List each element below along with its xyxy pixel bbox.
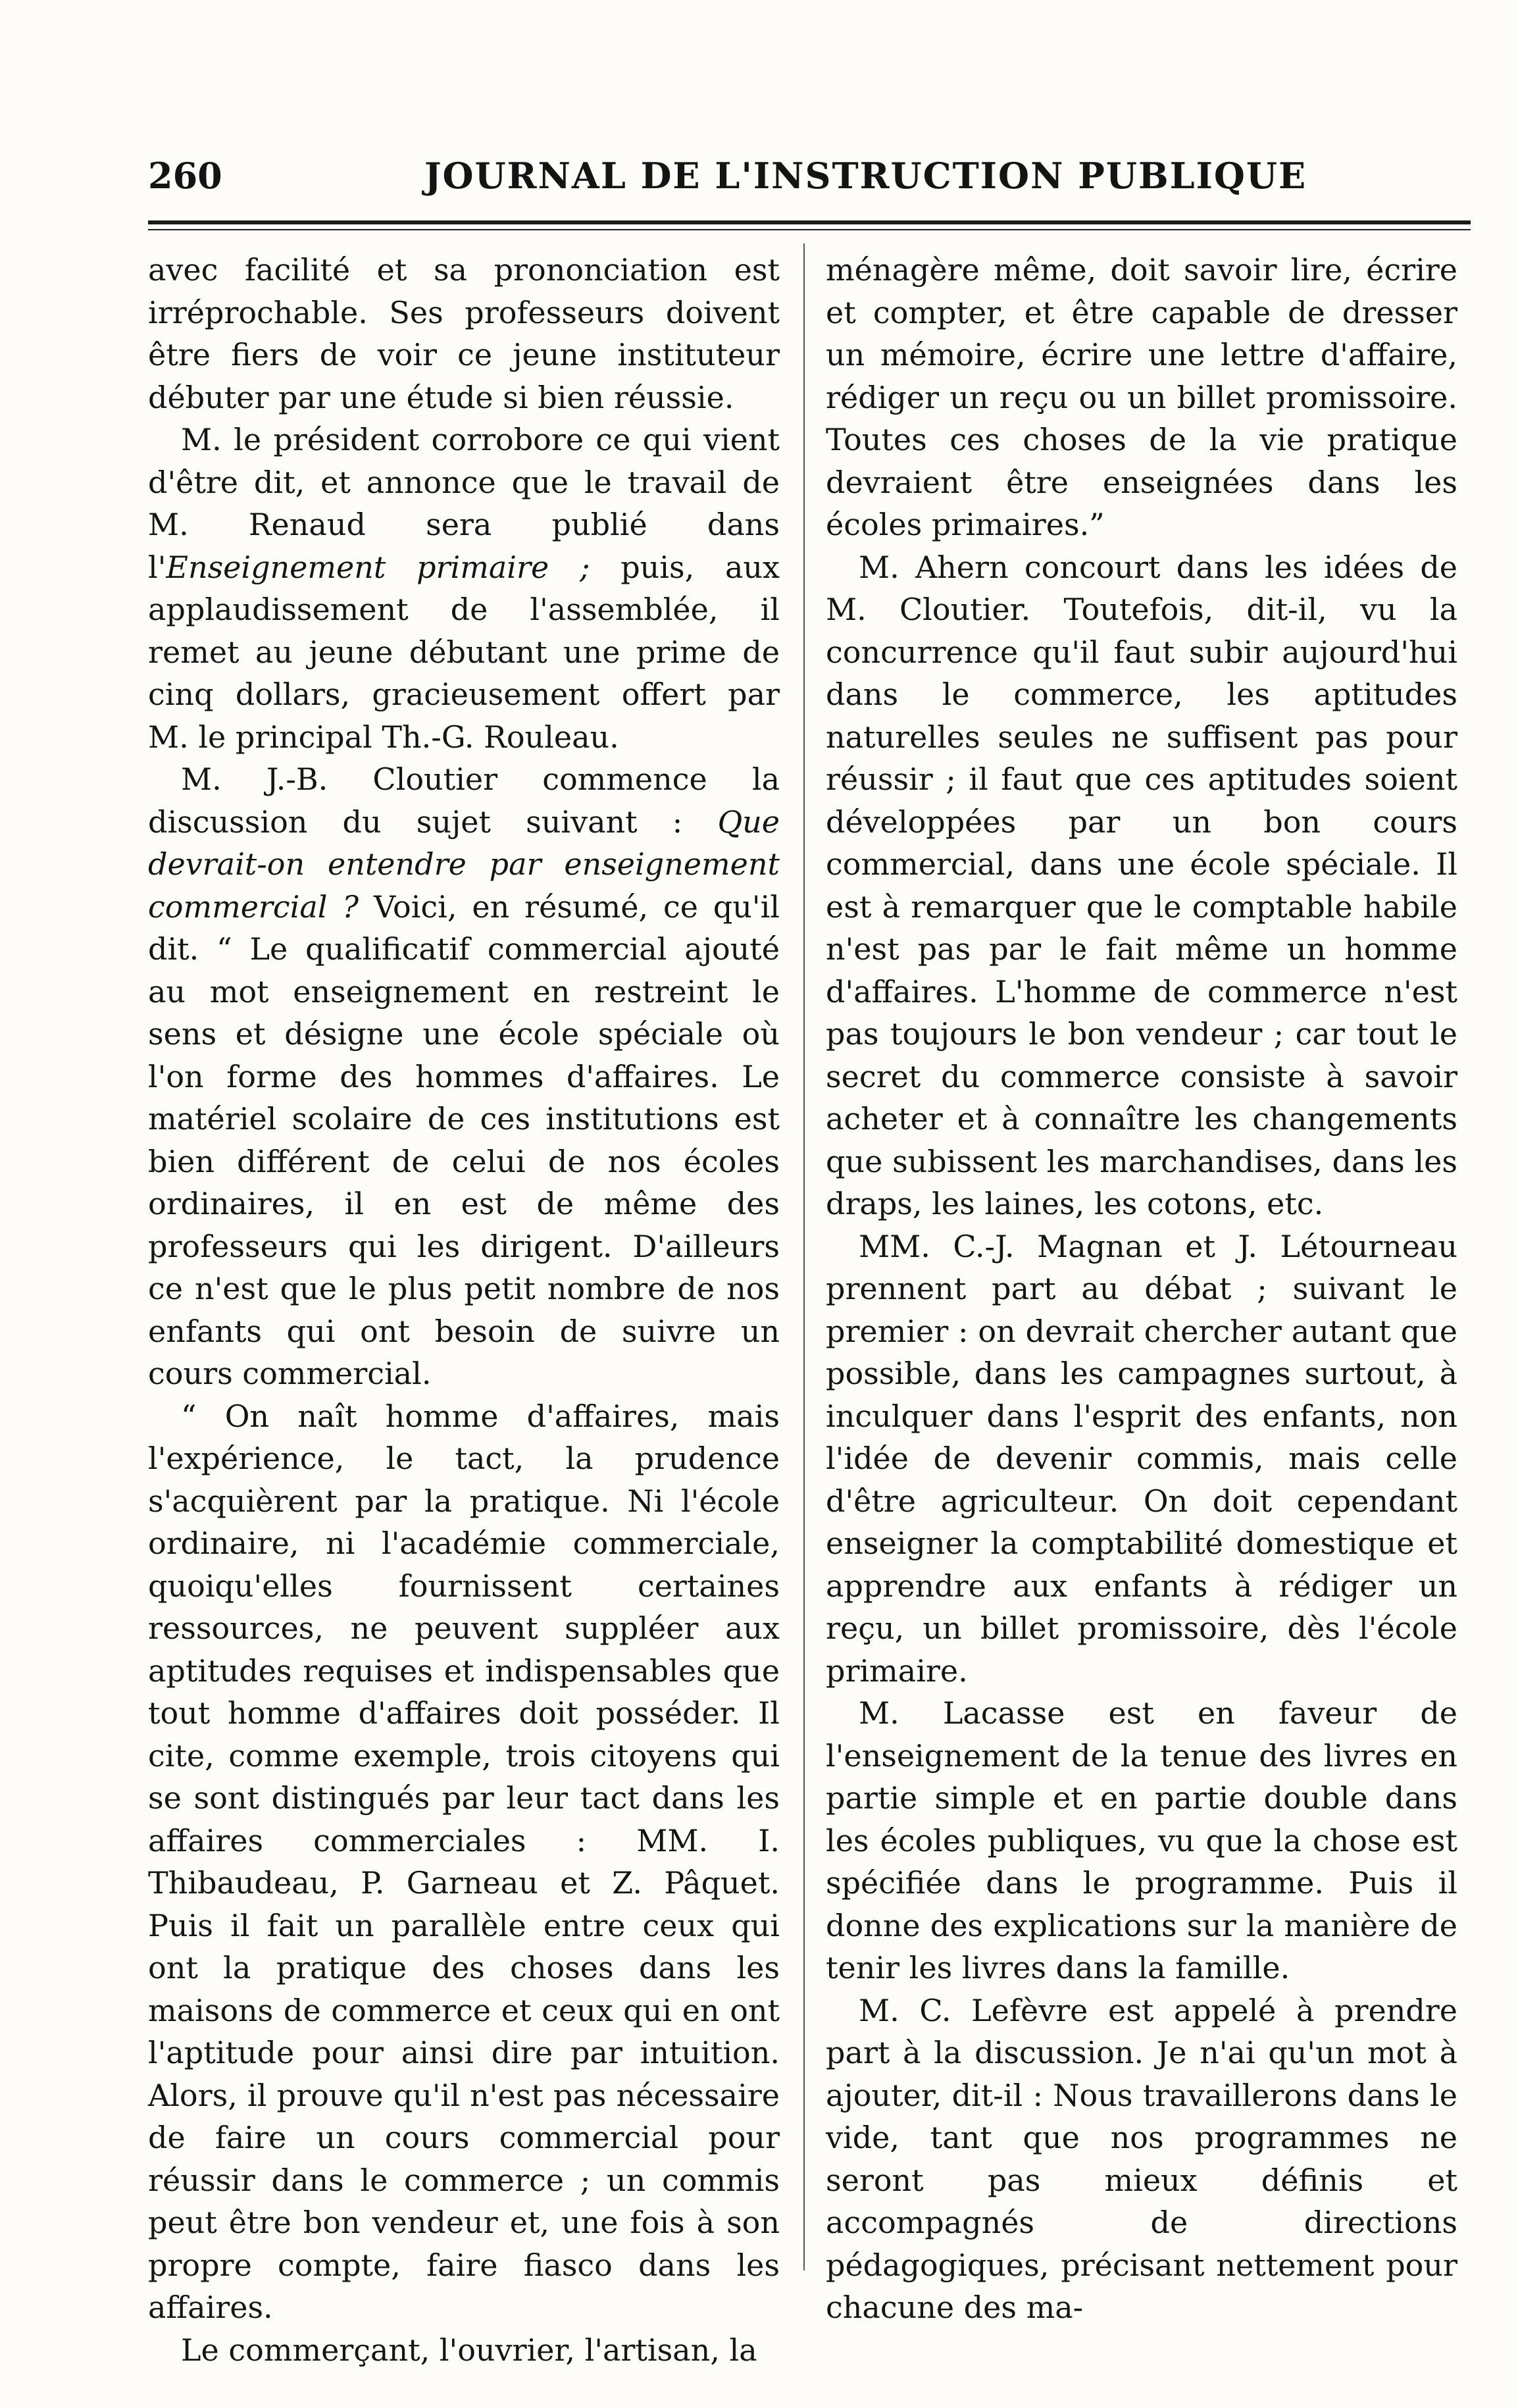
right-column — [826, 249, 1457, 2329]
paragraph-text: avec facilité et sa prononciation est irréprochable. Ses professeurs doivent être fiers de voir ce jeune instituteur débuter par une étude si bien réussie. — [148, 252, 780, 415]
paragraph-text: ménagère même, doit savoir lire, écrire et compter, et être capable de dresser un mémoire, écrire une lettre d'affaire, rédiger un reçu ou un billet promissoire. Toutes ces choses de la vie pratique devraient être enseignées dans les écoles primaires.” — [826, 252, 1457, 542]
paragraph — [826, 1989, 1457, 2329]
paragraph — [148, 249, 780, 419]
paragraph-text: M. J.-B. Cloutier commence la discussion du sujet suivant : — [148, 761, 780, 840]
paragraph-text: M. C. Lefèvre est appelé à prendre part à la discussion. Je n'ai qu'un mot à ajouter, dit-il : Nous travaillerons dans le vide, tant que nos programmes ne seront pas mieux définis et accompagnés de directions pédagogiques, précisant nettement pour chacune des ma- — [826, 1992, 1457, 2325]
paragraph — [826, 1225, 1457, 1693]
paragraph-text: Voici, en résumé, ce qu'il dit. “ Le qualificatif commercial ajouté au mot enseignement en restreint le sens et désigne une école spéciale où l'on forme des hommes d'affaires. Le matériel scolaire de ces institutions est bien différent de celui de nos écoles ordinaires, il en est de même des professeurs qui les dirigent. D'ailleurs ce n'est que le plus petit nombre de nos enfants qui ont besoin de suivre un cours commercial. — [148, 888, 780, 1391]
paragraph — [148, 419, 780, 758]
italic-title: Enseignement primaire ; — [166, 549, 590, 585]
header-rule-thin — [148, 229, 1471, 230]
paragraph-text: M. Lacasse est en faveur de l'enseignement de la tenue des livres en partie simple et en partie double dans les écoles publiques, vu que la chose est spécifiée dans le programme. Puis il donne des explications sur la manière de tenir les livres dans la famille. — [826, 1695, 1457, 1985]
page-number: 260 — [148, 155, 222, 197]
paragraph — [148, 1395, 780, 2329]
left-column — [148, 249, 780, 2371]
paragraph — [148, 758, 780, 1395]
page-header — [148, 155, 1471, 214]
paragraph — [826, 249, 1457, 546]
paragraph-text: M. Ahern concourt dans les idées de M. Cloutier. Toutefois, dit-il, vu la concurrence qu'il faut subir aujourd'hui dans le commerce, les aptitudes naturelles seules ne suffisent pas pour réussir ; il faut que ces aptitudes soient développées par un bon cours commercial, dans une école spéciale. Il est à remarquer que le comptable habile n'est pas par le fait même un homme d'affaires. L'homme de commerce n'est pas toujours le bon vendeur ; car tout le secret du commerce consiste à savoir acheter et à connaître les changements que subissent les marchandises, dans les draps, les laines, les cotons, etc. — [826, 549, 1457, 1221]
running-title: JOURNAL DE L'INSTRUCTION PUBLIQUE — [424, 155, 1307, 197]
paragraph — [826, 1692, 1457, 1989]
header-rule-thick — [148, 220, 1471, 224]
paragraph-text: “ On naît homme d'affaires, mais l'expérience, le tact, la prudence s'acquièrent par la pratique. Ni l'école ordinaire, ni l'académie commerciale, quoiqu'elles fournissent certaines ressources, ne peuvent suppléer aux aptitudes requises et indispensables que tout homme d'affaires doit posséder. Il cite, comme exemple, trois citoyens qui se sont distingués par leur tact dans les affaires commerciales : MM. I. Thibaudeau, P. Garneau et Z. Pâquet. Puis il fait un parallèle entre ceux qui ont la pratique des choses dans les maisons de commerce et ceux qui en ont l'aptitude pour ainsi dire par intuition. Alors, il prouve qu'il n'est pas nécessaire de faire un cours commercial pour réussir dans le commerce ; un commis peut être bon vendeur et, une fois à son propre compte, faire fiasco dans les affaires. — [148, 1398, 780, 2325]
paragraph-text: puis, aux applaudissement de l'assemblée, il remet au jeune débutant une prime de cinq dollars, gracieusement offert par M. le principal Th.-G. Rouleau. — [148, 549, 780, 755]
paragraph-text: MM. C.-J. Magnan et J. Létourneau prennent part au débat ; suivant le premier : on devrait chercher autant que possible, dans les campagnes surtout, à inculquer dans l'esprit des enfants, non l'idée de devenir commis, mais celle d'être agriculteur. On doit cependant enseigner la comptabilité domestique et apprendre aux enfants à rédiger un reçu, un billet promissoire, dès l'école primaire. — [826, 1228, 1457, 1689]
italic-subject: Que devrait-on entendre par enseignement commercial ? — [148, 804, 780, 925]
paragraph — [826, 546, 1457, 1225]
paragraph — [148, 2329, 780, 2372]
paragraph-text: M. le président corrobore ce qui vient d'être dit, et annonce que le travail de M. Renaud sera publié dans l' — [148, 422, 780, 585]
column-divider — [803, 243, 805, 2270]
paragraph-text: Le commerçant, l'ouvrier, l'artisan, la — [181, 2332, 757, 2368]
